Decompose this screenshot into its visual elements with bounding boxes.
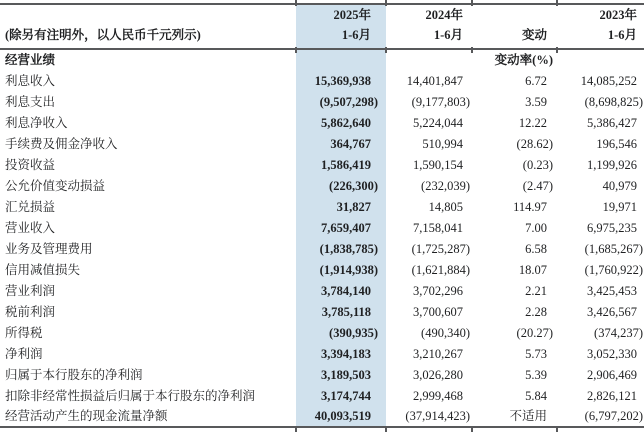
column-tick [385, 426, 387, 432]
value-2025: 364,767 [296, 133, 386, 154]
value-change: 114.97 [513, 199, 547, 214]
row-label: 税前利润 [5, 304, 56, 319]
value-2023: 40,979 [602, 178, 637, 193]
value-2023: (1,760,922) [584, 262, 643, 277]
value-change: (2.47) [522, 178, 553, 193]
value-2025: 7,659,407 [296, 217, 386, 238]
value-2025: 31,827 [296, 196, 386, 217]
value-2024: 3,026,280 [413, 367, 463, 382]
value-2024: (232,039) [421, 178, 470, 193]
column-header-2024 [386, 4, 472, 49]
value-2023: 19,971 [602, 199, 637, 214]
value-2025: (226,300) [296, 175, 386, 196]
table-row [0, 301, 644, 322]
row-label: 信用减值损失 [5, 262, 81, 277]
row-label: 投资收益 [5, 157, 56, 172]
section-cell-2024 [386, 49, 472, 70]
column-tick [556, 47, 558, 53]
value-2025: 15,369,938 [296, 70, 386, 91]
column-header-2024-year: 2024年 [425, 8, 463, 22]
column-header-2023-year: 2023年 [599, 8, 637, 22]
value-2024: 5,224,044 [413, 115, 463, 130]
value-2024: 510,994 [422, 136, 463, 151]
value-2023: 1,199,926 [587, 157, 637, 172]
table-row [0, 154, 644, 175]
column-tick [295, 426, 297, 432]
row-label: 经营活动产生的现金流量净额 [0, 406, 296, 427]
value-2024: 2,999,468 [413, 388, 463, 403]
section-title: 经营业绩 [5, 53, 56, 67]
value-change: 6.72 [525, 73, 547, 88]
row-label: 营业利润 [5, 283, 56, 298]
value-2025: 3,785,118 [296, 301, 386, 322]
row-label: 扣除非经常性损益后归属于本行股东的净利润 [5, 388, 256, 403]
value-2025: 3,174,744 [296, 385, 386, 406]
value-2024: 14,805 [428, 199, 463, 214]
value-2025: 1,586,419 [296, 154, 386, 175]
column-tick [471, 426, 473, 432]
value-2023: 6,975,235 [587, 220, 637, 235]
column-tick [556, 426, 558, 432]
column-tick [471, 0, 473, 6]
table-row [0, 259, 644, 280]
value-2023: 2,826,121 [587, 388, 637, 403]
section-row [0, 49, 644, 70]
column-tick [295, 0, 297, 6]
value-2024: (9,177,803) [411, 94, 470, 109]
value-change: 5.84 [525, 388, 547, 403]
table-row [0, 175, 644, 196]
value-2023: 3,425,453 [587, 283, 637, 298]
table-row [0, 364, 644, 385]
value-2024: 7,158,041 [413, 220, 463, 235]
value-2025: (390,935) [296, 322, 386, 343]
value-2023: (374,237) [594, 325, 643, 340]
value-2023: 5,386,427 [587, 115, 637, 130]
value-2023: (1,685,267) [584, 241, 643, 256]
value-2024: 3,700,607 [413, 304, 463, 319]
value-change: 不适用 [472, 406, 557, 427]
value-2024: (1,725,287) [411, 241, 470, 256]
column-header-2023 [557, 4, 644, 49]
section-cell-2025 [296, 49, 386, 70]
header-row [0, 4, 644, 49]
column-tick [295, 47, 297, 53]
table-row [0, 238, 644, 259]
column-header-2023-period: 1-6月 [607, 28, 637, 42]
column-header-2025-year: 2025年 [333, 8, 371, 22]
value-2023: 3,426,567 [587, 304, 637, 319]
table-row [0, 343, 644, 364]
value-change: 2.28 [525, 304, 547, 319]
column-header-2025-period: 1-6月 [341, 28, 371, 42]
table-row [0, 406, 644, 427]
value-change: 6.58 [525, 241, 547, 256]
column-tick [385, 47, 387, 53]
value-2025: 40,093,519 [296, 406, 386, 427]
column-header-change [472, 4, 557, 49]
value-2023: (6,797,202) [557, 406, 644, 427]
value-change: (0.23) [522, 157, 553, 172]
value-2025: 3,784,140 [296, 280, 386, 301]
column-header-2024-period: 1-6月 [433, 28, 463, 42]
value-change: 5.73 [525, 346, 547, 361]
table-row [0, 196, 644, 217]
row-label: 净利润 [5, 346, 43, 361]
value-2024: (37,914,423) [386, 406, 472, 427]
value-2025: 3,189,503 [296, 364, 386, 385]
row-label: 利息支出 [5, 94, 56, 109]
value-2023: 14,085,252 [580, 73, 637, 88]
report-table [0, 3, 644, 428]
value-change: 3.59 [525, 94, 547, 109]
value-2024: (490,340) [421, 325, 470, 340]
value-change: 12.22 [518, 115, 547, 130]
value-change: (20.27) [516, 325, 553, 340]
column-tick [471, 47, 473, 53]
row-label: 利息收入 [5, 73, 56, 88]
value-2025: (9,507,298) [296, 91, 386, 112]
value-2023: (8,698,825) [584, 94, 643, 109]
row-label: 归属于本行股东的净利润 [5, 367, 143, 382]
value-2025: 3,394,183 [296, 343, 386, 364]
value-change: 7.00 [525, 220, 547, 235]
table-row [0, 217, 644, 238]
table-row [0, 70, 644, 91]
variance-unit-label: 变动率(%) [494, 53, 553, 67]
value-change: 2.21 [525, 283, 547, 298]
value-2025: 5,862,640 [296, 112, 386, 133]
value-2023: 196,546 [596, 136, 637, 151]
value-change: 5.39 [525, 367, 547, 382]
row-label: 公允价值变动损益 [5, 178, 106, 193]
table-row [0, 280, 644, 301]
value-2024: 1,590,154 [413, 157, 463, 172]
value-2024: 3,210,267 [413, 346, 463, 361]
row-label: 利息净收入 [5, 115, 68, 130]
value-2025: (1,914,938) [296, 259, 386, 280]
column-tick [556, 0, 558, 6]
table-row [0, 385, 644, 406]
value-2023: 3,052,330 [587, 346, 637, 361]
column-header-2025 [296, 4, 386, 49]
table-row [0, 133, 644, 154]
value-2025: (1,838,785) [296, 238, 386, 259]
value-change: (28.62) [516, 136, 553, 151]
value-2023: 2,906,469 [587, 367, 637, 382]
table-row [0, 112, 644, 133]
row-label: 汇兑损益 [5, 199, 56, 214]
unit-note: (除另有注明外，以人民币千元列示) [0, 4, 296, 49]
row-label: 手续费及佣金净收入 [5, 136, 118, 151]
table-row [0, 91, 644, 112]
column-tick [385, 0, 387, 6]
row-label: 业务及管理费用 [5, 241, 93, 256]
row-label: 营业收入 [5, 220, 56, 235]
value-change: 18.07 [518, 262, 547, 277]
value-2024: 3,702,296 [413, 283, 463, 298]
value-2024: 14,401,847 [406, 73, 463, 88]
column-header-change-label: 变动 [521, 28, 547, 42]
table-row [0, 322, 644, 343]
section-cell-2023 [557, 49, 644, 70]
value-2024: (1,621,884) [411, 262, 470, 277]
row-label: 所得税 [5, 325, 43, 340]
